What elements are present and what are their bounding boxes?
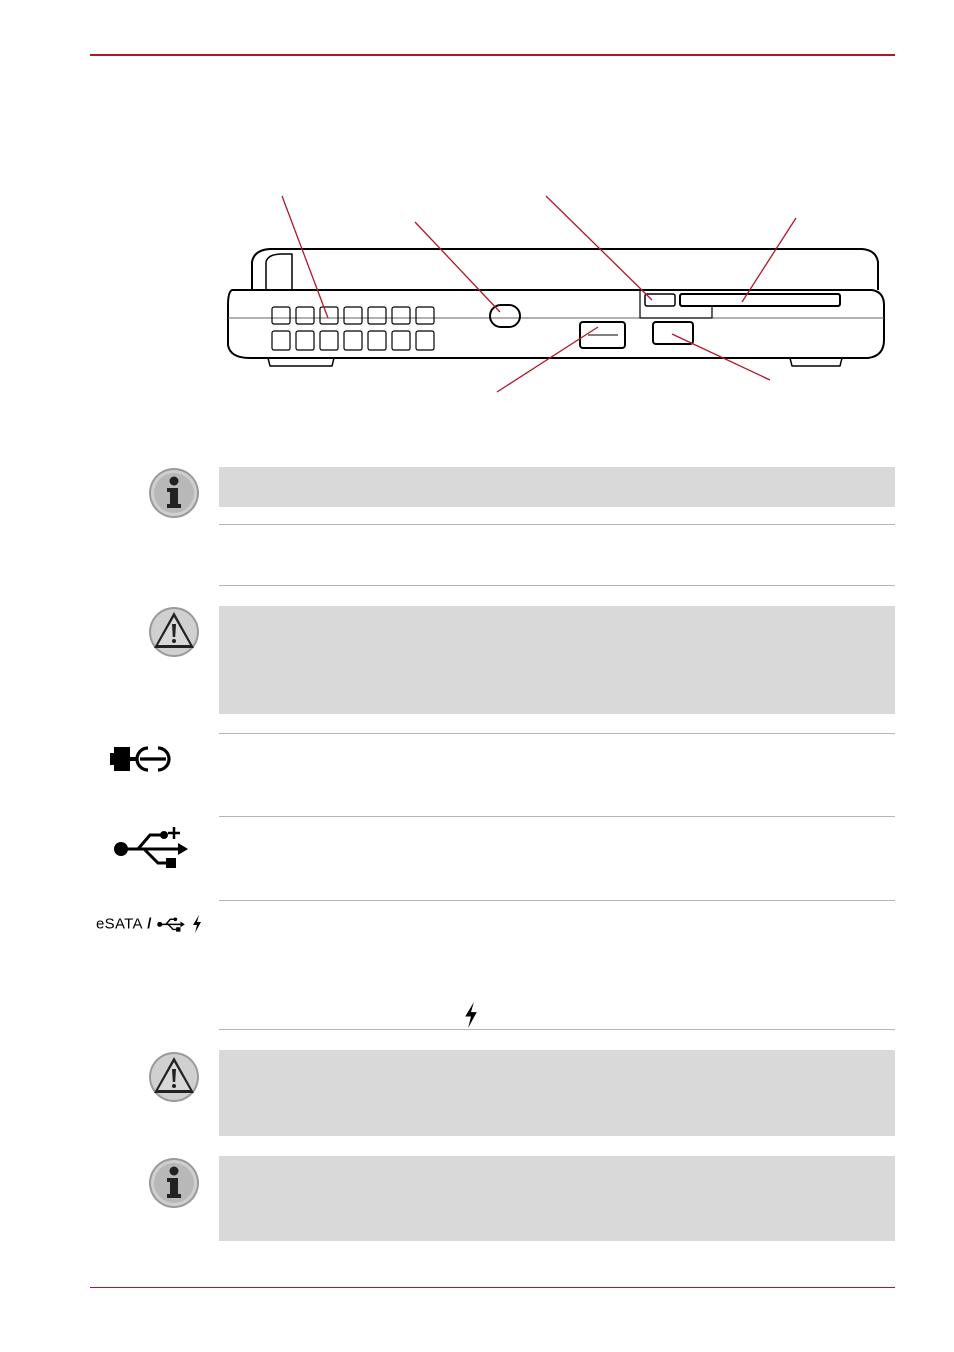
divider (219, 524, 895, 525)
esata-separator: / (147, 915, 152, 933)
lightning-icon (191, 915, 203, 933)
info-icon (148, 467, 200, 519)
divider (219, 1029, 895, 1030)
header-rule (90, 54, 895, 56)
laptop-side-illustration (215, 190, 895, 420)
usb-icon (156, 916, 186, 932)
warning-icon (148, 1051, 200, 1103)
warning-box (219, 606, 895, 714)
divider (219, 733, 895, 734)
usb-icon (112, 826, 192, 870)
divider (219, 816, 895, 817)
lan-port-icon (110, 743, 190, 775)
note-box (219, 1156, 895, 1241)
divider (219, 585, 895, 586)
esata-text: eSATA (96, 915, 143, 933)
footer-rule (90, 1287, 895, 1288)
warning-box (219, 1050, 895, 1136)
info-icon (148, 1157, 200, 1209)
warning-icon (148, 606, 200, 658)
esata-usb-label (96, 915, 203, 933)
note-box (219, 467, 895, 507)
lightning-icon (462, 1002, 480, 1028)
divider (219, 900, 895, 901)
